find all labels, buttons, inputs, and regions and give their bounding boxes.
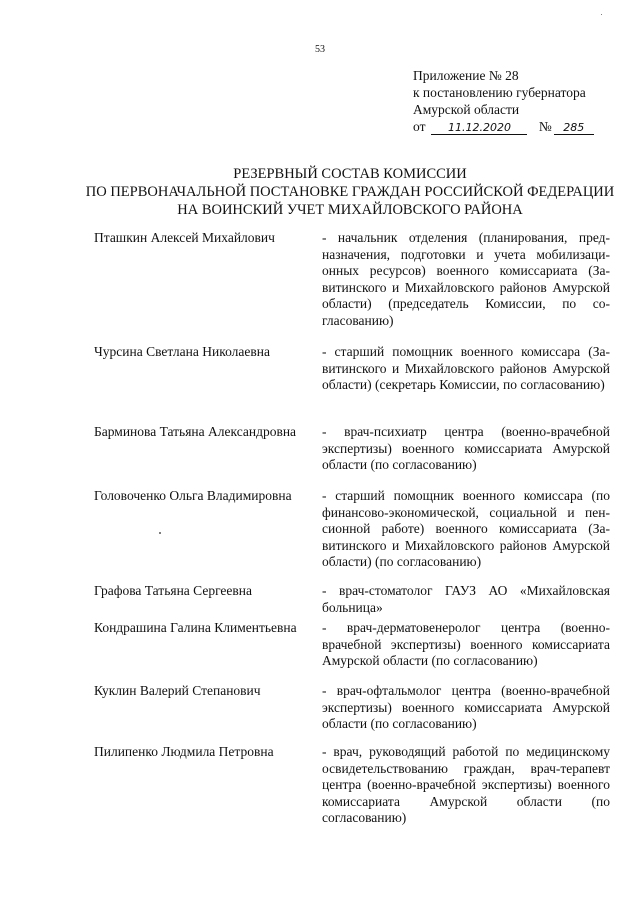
appendix-line-3: Амурской области <box>413 102 520 117</box>
member-name: Кондрашина Галина Климентьевна <box>94 620 297 635</box>
member-name: Графова Татьяна Сергеевна <box>94 583 253 598</box>
scan-speck <box>601 14 602 15</box>
handwritten-number: 285 <box>554 122 594 135</box>
appendix-line-2: к постановлению губернатора <box>413 85 586 100</box>
member-role: - врач-офтальмолог центра (военно-врачебной экспертизы) военного комиссариата Амурской области (по согласованию) <box>322 683 610 731</box>
member-role: - врач, руководящий работой по медицинскому освидетельствованию граждан, врач-терапевт центра (военно-врачебной экспертизы) военного комиссариата Амурской области (по согласованию) <box>322 744 610 825</box>
document-title <box>60 165 640 219</box>
member-role: - врач-стоматолог ГАУЗ АО «Михайловская больница» <box>322 583 610 615</box>
member-name: Пташкин Алексей Михайлович <box>94 230 275 245</box>
appendix-date-line <box>413 118 628 135</box>
member-role: - начальник отделения (планирования, предназначения, подготовки и учета мобилизационных ресурсов) военного комиссариата (Завитинского и Михайловского районов Амурской области) (председатель Комиссии, по согласованию) <box>322 230 610 328</box>
appendix-line-1: Приложение № 28 <box>413 68 519 83</box>
member-name: Барминова Татьяна Александровна <box>94 424 297 439</box>
page-number: 53 <box>315 44 325 55</box>
scan-speck <box>159 532 161 534</box>
member-name: Чурсина Светлана Николаевна <box>94 344 270 359</box>
number-prefix: № <box>538 119 552 134</box>
member-name: Головоченко Ольга Владимировна <box>94 488 292 503</box>
handwritten-date: 11.12.2020 <box>431 122 527 135</box>
member-role: - старший помощник военного комиссара (Завитинского и Михайловского районов Амурской области) (секретарь Комиссии, по согласованию) <box>322 344 610 392</box>
date-prefix: от <box>413 119 426 134</box>
title-line-2: ПО ПЕРВОНАЧАЛЬНОЙ ПОСТАНОВКЕ ГРАЖДАН РОССИЙСКОЙ ФЕДЕРАЦИИ <box>85 184 615 200</box>
member-name: Пилипенко Людмила Петровна <box>94 744 274 759</box>
member-role: - старший помощник военного комиссара (по финансово-экономической, социальной и пенсионной работе) военного комиссариата (Завитинского и Михайловского районов Амурской области) (по согласованию) <box>322 488 610 569</box>
member-name: Куклин Валерий Степанович <box>94 683 261 698</box>
title-line-3: НА ВОИНСКИЙ УЧЕТ МИХАЙЛОВСКОГО РАЙОНА <box>177 202 523 218</box>
appendix-block <box>413 67 628 135</box>
title-line-1: РЕЗЕРВНЫЙ СОСТАВ КОМИССИИ <box>233 166 467 182</box>
member-role: - врач-дерматовенеролог центра (военно-врачебной экспертизы) военного комиссариата Амурской области (по согласованию) <box>322 620 610 668</box>
member-role: - врач-психиатр центра (военно-врачебной экспертизы) военного комиссариата Амурской области (по согласованию) <box>322 424 610 472</box>
